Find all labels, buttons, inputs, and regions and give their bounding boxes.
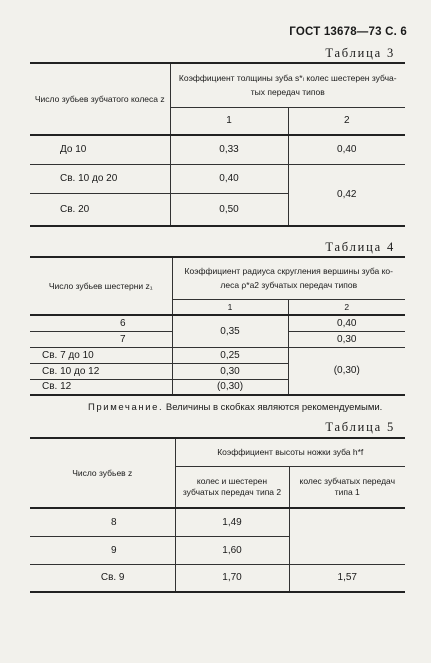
table4-col-header: Число зубьев шестерни z₁ — [30, 257, 172, 315]
row-label: До 10 — [30, 135, 170, 164]
cell-value: 0,40 — [337, 144, 357, 156]
table4-caption: Таблица 4 — [325, 240, 395, 254]
table4-type1: 1 — [172, 299, 288, 315]
table-row — [30, 135, 405, 164]
table-row — [30, 564, 405, 592]
table3-caption: Таблица 3 — [325, 46, 395, 60]
cell-value-merged: (0,30) — [333, 365, 360, 377]
table-row — [30, 315, 405, 331]
table-row — [30, 347, 405, 363]
table3-type2: 2 — [343, 115, 350, 127]
table3-col-header: Число зубьев зубчатого колеса z — [30, 63, 170, 135]
row-label: Св. 10 до 20 — [30, 164, 170, 193]
table4-type2: 2 — [344, 301, 350, 312]
row-label: 8 — [30, 508, 175, 536]
cell-value: 0,25 — [172, 347, 288, 363]
cell-value: 1,60 — [175, 536, 289, 564]
table4-note — [88, 402, 382, 413]
table4-group-header: Коэффициент радиуса скругления вершины зуба ко- леса ρ*a2 зубчатых передач типов — [184, 266, 393, 291]
table5-group-header: Коэффициент высоты ножки зуба h*f — [217, 447, 364, 458]
row-label: Св. 7 до 10 — [30, 347, 172, 363]
row-label: Св. 9 — [30, 564, 175, 592]
row-label: Св. 10 до 12 — [30, 363, 172, 379]
table5 — [30, 437, 405, 593]
table-row — [30, 164, 405, 193]
table3-type1: 1 — [170, 107, 288, 135]
table5-subheader-2: колес зубчатых передач типа 1 — [299, 475, 395, 497]
cell-value: 0,50 — [170, 193, 288, 226]
table3-group-header: Коэффициент толщины зуба s*ₗ колес шестерен зубча- тых передач типов — [178, 73, 397, 98]
cell-value: 0,30 — [172, 363, 288, 379]
cell-value: 0,30 — [337, 333, 357, 345]
row-label: 6 — [30, 315, 172, 331]
cell-value: 1,70 — [175, 564, 289, 592]
row-label: 9 — [30, 536, 175, 564]
cell-value-merged: 0,42 — [337, 189, 357, 201]
table5-caption: Таблица 5 — [325, 420, 395, 434]
table5-subheader-1: колес и шестерен зубчатых передач типа 2 — [175, 466, 289, 508]
row-label: Св. 20 — [30, 193, 170, 226]
cell-value: 1,49 — [175, 508, 289, 536]
cell-value: (0,30) — [172, 379, 288, 395]
table3 — [30, 62, 405, 227]
cell-value-merged: 0,35 — [172, 315, 288, 347]
table5-col-header: Число зубьев z — [30, 438, 175, 508]
note-text: Величины в скобках являются рекомендуемыми. — [165, 402, 383, 413]
cell-value: 0,40 — [337, 317, 357, 329]
row-label: Св. 12 — [30, 379, 172, 395]
table-row — [30, 508, 405, 536]
cell-value: 0,40 — [170, 164, 288, 193]
note-label: Примечание. — [88, 402, 164, 413]
table4 — [30, 256, 405, 396]
row-label: 7 — [30, 331, 172, 347]
cell-value: 0,33 — [170, 135, 288, 164]
cell-value: 1,57 — [337, 572, 357, 584]
page-header: ГОСТ 13678—73 С. 6 — [289, 26, 407, 38]
